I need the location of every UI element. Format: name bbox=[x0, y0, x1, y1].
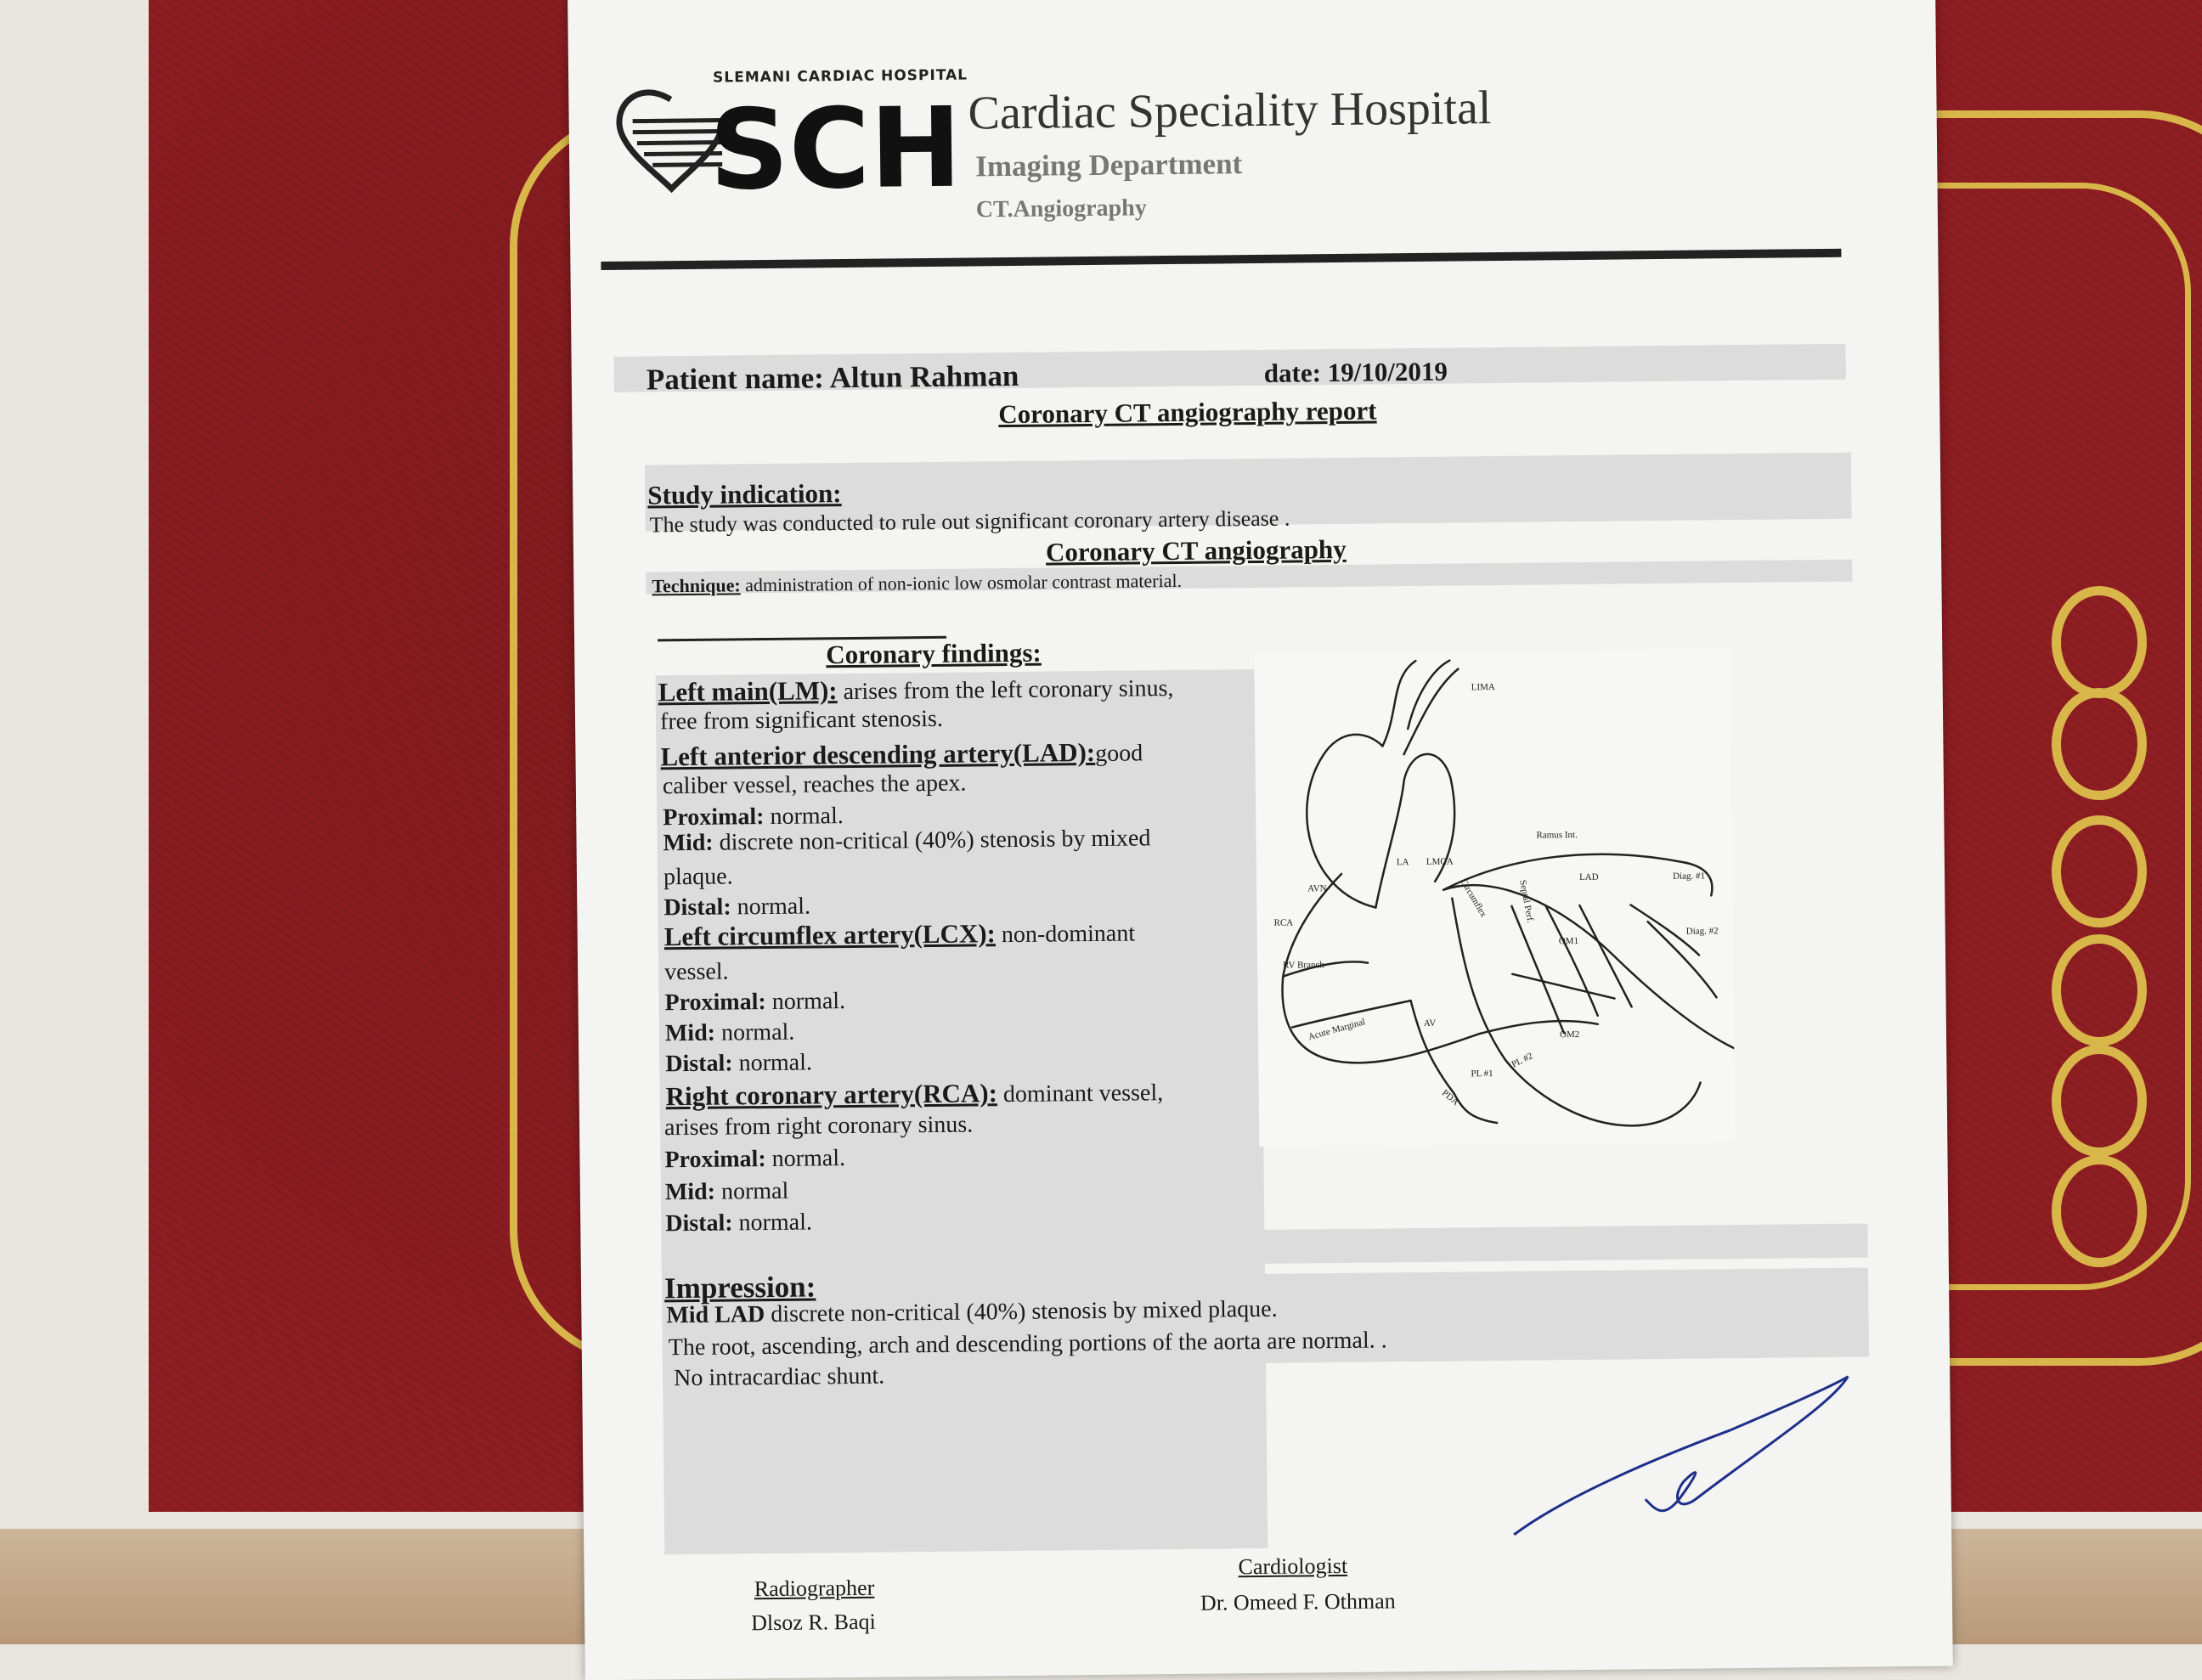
aorta-arch-left bbox=[1306, 734, 1384, 908]
lad-text: good bbox=[1095, 740, 1143, 767]
label-circumflex: Circumflex bbox=[1458, 877, 1489, 920]
lm-text: arises from the left coronary sinus, bbox=[837, 675, 1174, 706]
rca-distal-label: Distal: bbox=[665, 1209, 733, 1237]
patient-name: Patient name: Altun Rahman bbox=[646, 358, 1019, 397]
label-septal: Septal Perf. bbox=[1517, 879, 1536, 924]
gold-ornament-icon bbox=[2052, 586, 2147, 698]
department-name: Imaging Department bbox=[975, 147, 1243, 183]
impression-lad-label: Mid LAD bbox=[666, 1301, 765, 1329]
rca-proximal: normal. bbox=[765, 1145, 846, 1173]
om-branches bbox=[1478, 973, 1615, 1034]
label-rv-branch: RV Branch bbox=[1283, 960, 1324, 971]
study-indication-text: The study was conducted to rule out significant coronary artery disease . bbox=[649, 505, 1290, 538]
cardiologist-signature bbox=[1508, 1370, 1866, 1543]
label-la: LA bbox=[1396, 857, 1409, 868]
circumflex-path bbox=[1443, 853, 1713, 898]
gold-ornament-icon bbox=[2052, 1155, 2147, 1267]
lad-mid-label: Mid: bbox=[663, 829, 714, 857]
lm-text-2: free from significant stenosis. bbox=[659, 705, 944, 736]
lcx-text-2: vessel. bbox=[663, 958, 729, 986]
report-page bbox=[567, 0, 1953, 1680]
rca-mid-label: Mid: bbox=[664, 1178, 716, 1206]
hospital-name: Cardiac Speciality Hospital bbox=[968, 82, 1492, 140]
lcx-proximal-label: Proximal: bbox=[664, 989, 766, 1017]
findings-heading: Coronary findings: bbox=[826, 637, 1042, 670]
rca-proximal-label: Proximal: bbox=[664, 1146, 766, 1174]
sub-department-name: CT.Angiography bbox=[975, 194, 1147, 223]
lcx-mid-label: Mid: bbox=[664, 1019, 716, 1047]
label-pda: PDA bbox=[1439, 1087, 1461, 1108]
lcx-distal-label: Distal: bbox=[665, 1050, 733, 1078]
label-pl1: PL #1 bbox=[1471, 1068, 1493, 1080]
rv-branches bbox=[1283, 961, 1411, 1028]
gold-ornament-icon bbox=[2052, 815, 2147, 927]
rca-text: dominant vessel, bbox=[997, 1080, 1164, 1108]
lad-proximal: normal. bbox=[764, 803, 844, 831]
radiographer-title: Radiographer bbox=[754, 1575, 875, 1602]
lm-heading: Left main(LM): bbox=[658, 675, 838, 708]
impression-line-1: discrete non-critical (40%) stenosis by mixed plaque. bbox=[765, 1295, 1278, 1328]
rca-distal: normal. bbox=[732, 1209, 813, 1237]
lad-heading: Left anterior descending artery(LAD): bbox=[660, 736, 1096, 772]
lad-mid-2: plaque. bbox=[663, 863, 733, 891]
cardiologist-title: Cardiologist bbox=[1238, 1553, 1348, 1580]
lcx-distal: normal. bbox=[732, 1049, 813, 1077]
rca-text-2: arises from right coronary sinus. bbox=[663, 1111, 974, 1142]
label-avn: AVN bbox=[1307, 883, 1327, 894]
impression-line-2: The root, ascending, arch and descending portions of the aorta are normal. . bbox=[668, 1327, 1387, 1361]
label-lad: LAD bbox=[1578, 871, 1599, 883]
gold-ornament-icon bbox=[2052, 1045, 2147, 1157]
lcx-to-om bbox=[1452, 896, 1701, 1128]
section-title: Coronary CT angiography bbox=[1045, 533, 1347, 567]
cardiologist-name: Dr. Omeed F. Othman bbox=[1200, 1588, 1396, 1615]
label-lmca: LMCA bbox=[1426, 856, 1454, 867]
label-acute-marginal: Acute Marginal bbox=[1307, 1017, 1367, 1043]
lcx-proximal: normal. bbox=[765, 988, 846, 1016]
header-divider bbox=[601, 249, 1841, 270]
label-av: AV bbox=[1423, 1018, 1437, 1029]
gold-ornament-icon bbox=[2052, 934, 2147, 1046]
lcx-heading: Left circumflex artery(LCX): bbox=[663, 918, 997, 952]
lad-distal-label: Distal: bbox=[663, 894, 731, 922]
great-vessels bbox=[1381, 660, 1459, 754]
impression-heading: Impression: bbox=[663, 1270, 816, 1305]
label-diag2: Diag. #2 bbox=[1685, 926, 1719, 937]
report-date: date: 19/10/2019 bbox=[1263, 356, 1448, 388]
lcx-mid: normal. bbox=[714, 1018, 795, 1046]
lad-text-2: caliber vessel, reaches the apex. bbox=[662, 770, 967, 800]
report-title: Coronary CT angiography report bbox=[998, 395, 1377, 430]
impression-line-3: No intracardiac shunt. bbox=[674, 1362, 885, 1392]
lad-distal: normal. bbox=[731, 893, 811, 921]
logo-subtitle: SLEMANI CARDIAC HOSPITAL bbox=[713, 66, 968, 87]
diagonal-branches bbox=[1511, 905, 1632, 1033]
sch-logo bbox=[611, 80, 951, 202]
label-rca: RCA bbox=[1273, 917, 1294, 928]
label-lima: LIMA bbox=[1471, 682, 1495, 693]
coronary-artery-diagram bbox=[1254, 649, 1735, 1147]
technique-text: administration of non-ionic low osmolar contrast material. bbox=[740, 569, 1183, 596]
radiographer-name: Dlsoz R. Baqi bbox=[751, 1609, 876, 1636]
lad-mid: discrete non-critical (40%) stenosis by mixed bbox=[713, 825, 1151, 856]
label-diag1: Diag. #1 bbox=[1672, 871, 1705, 882]
study-indication-heading: Study indication: bbox=[647, 478, 842, 510]
rca-mid: normal bbox=[714, 1177, 789, 1205]
aortic-root bbox=[1375, 754, 1456, 908]
label-om1: OM1 bbox=[1558, 936, 1579, 947]
gold-ornament-icon bbox=[2052, 688, 2147, 800]
lcx-text: non-dominant bbox=[995, 920, 1136, 949]
label-pl2: PL #2 bbox=[1510, 1051, 1535, 1070]
logo-text: SCH bbox=[709, 82, 952, 202]
lad-proximal-label: Proximal: bbox=[663, 803, 765, 832]
label-om2: OM2 bbox=[1559, 1029, 1580, 1040]
label-ramus: Ramus Int. bbox=[1536, 830, 1578, 841]
technique-label: Technique: bbox=[652, 574, 741, 597]
rca-heading: Right coronary artery(RCA): bbox=[665, 1078, 998, 1112]
